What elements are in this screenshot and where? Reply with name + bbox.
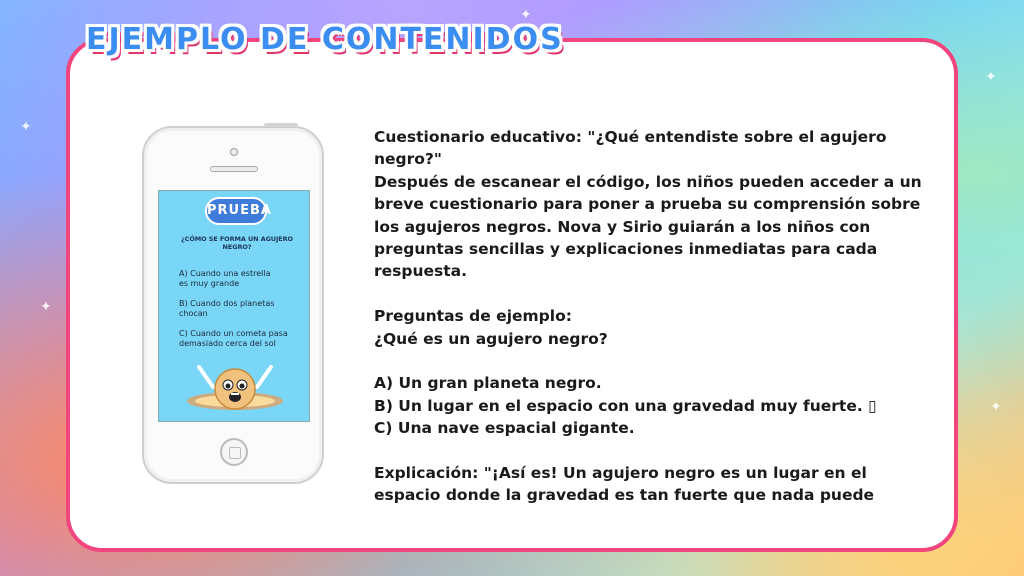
intro-title: Cuestionario educativo: "¿Qué entendiste sobre el agujero negro?" (374, 128, 887, 169)
example-question: ¿Qué es un agujero negro? (374, 329, 608, 348)
quiz-option-b[interactable]: B) Cuando dos planetas chocan (179, 299, 275, 318)
quiz-option-a[interactable]: A) Cuando una estrella es muy grande (179, 269, 271, 288)
answer-c: C) Una nave espacial gigante. (374, 419, 635, 438)
home-button[interactable] (220, 438, 248, 466)
phone-speaker (210, 166, 258, 172)
sparkle-icon: ✦ (40, 299, 52, 315)
examples-title: Preguntas de ejemplo: (374, 307, 572, 326)
quiz-question: ¿CÓMO SE FORMA UN AGUJERO NEGRO? (181, 235, 293, 251)
phone-power-button (264, 123, 298, 127)
intro-body: Después de escanear el código, los niños pueden acceder a un breve cuestionario para poner a prueba su comprensión sobre los agujeros negros. Nova y Sirio guiarán a los niños con preguntas sencillas y explicaciones inmediatas para cada respuesta. (374, 172, 922, 281)
phone-screen (158, 190, 310, 422)
answer-a: A) Un gran planeta negro. (374, 374, 602, 393)
phone-camera-icon (230, 148, 238, 156)
mascot-icon (185, 357, 285, 417)
quiz-badge: PRUEBA (205, 197, 267, 225)
sparkle-icon: ✦ (20, 119, 32, 135)
sparkle-icon: ✦ (520, 7, 532, 23)
phone-mockup (142, 126, 324, 484)
description-text (374, 126, 934, 529)
quiz-option-c[interactable]: C) Cuando un cometa pasa demasiado cerca del sol (179, 329, 288, 348)
sparkle-icon: ✦ (990, 399, 1002, 415)
page-title: EJEMPLO DE CONTENIDOS (86, 22, 564, 57)
answer-b: B) Un lugar en el espacio con una gravedad muy fuerte. ▯ (374, 396, 877, 415)
content-card (66, 38, 958, 552)
explanation-text: Explicación: "¡Así es! Un agujero negro es un lugar en el espacio donde la gravedad es tan fuerte que nada puede (374, 464, 875, 505)
sparkle-icon: ✦ (985, 69, 997, 85)
